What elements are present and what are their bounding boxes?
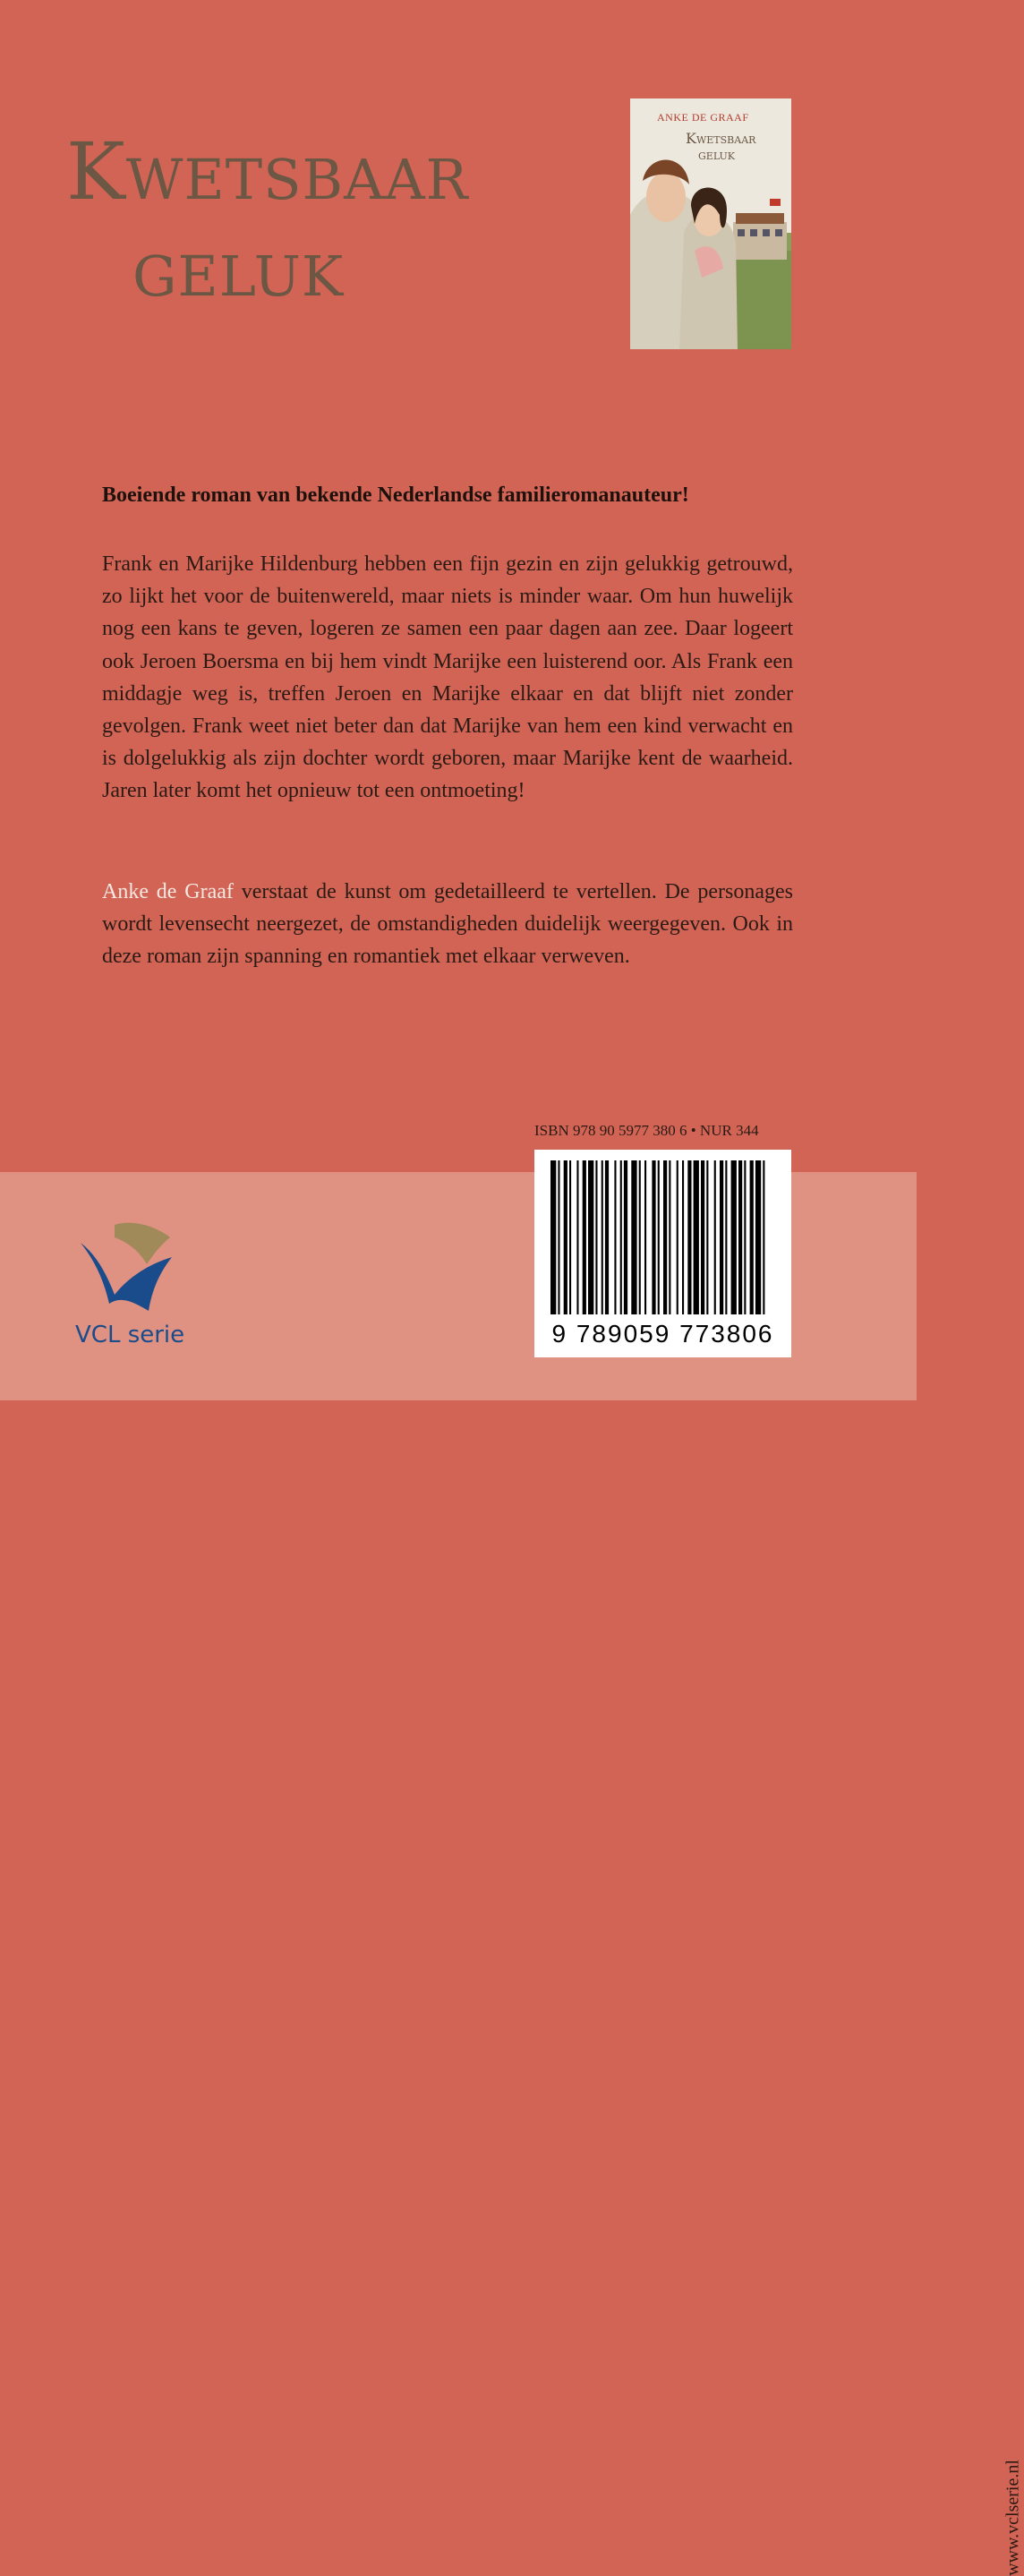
barcode-bar — [725, 1160, 727, 1314]
barcode-bar — [550, 1160, 556, 1314]
barcode-bar — [605, 1160, 609, 1314]
barcode-bar — [614, 1160, 616, 1314]
blurb-paragraph-2 — [102, 876, 793, 973]
barcode-bar — [588, 1160, 593, 1314]
cover-thumbnail — [630, 98, 791, 349]
thumbnail-title-line2: geluk — [698, 146, 736, 163]
barcode-bar — [694, 1160, 699, 1314]
thumbnail-title — [686, 131, 755, 163]
blurb-paragraph-1: Frank en Marijke Hildenburg hebben een fijn gezin en zijn gelukkig getrouwd, zo lijkt het voor de buitenwereld, maar niets is minder waar. Om hun huwelijk nog een kans te geven, logeren ze samen een paar dagen aan zee. Daar logeert ook Jeroen Boersma en bij hem vindt Marijke een luisterend oor. Als Frank een middagje weg is, treffen Jeroen en Marijke elkaar en dat blijft niet zonder gevolgen. Frank weet niet beter dan dat Marijke van hem een kind verwacht en is dolgelukkig als zijn dochter wordt geboren, maar Marijke kent de waarheid. Jaren later komt het opnieuw tot een ontmoeting! — [102, 552, 793, 803]
book-title — [66, 124, 468, 317]
tagline: Boeiende roman van bekende Nederlandse familieromanauteur! — [102, 484, 689, 507]
vcl-logo-icon — [77, 1218, 175, 1316]
isbn-line: ISBN 978 90 5977 380 6 • NUR 344 — [534, 1122, 759, 1139]
barcode-bar — [624, 1160, 627, 1314]
barcode-bar — [564, 1160, 567, 1314]
book-title-line1: Kwetsbaar — [66, 125, 469, 218]
barcode-bar — [763, 1160, 764, 1314]
barcode-bar — [682, 1160, 684, 1314]
thumbnail-author: ANKE DE GRAAF — [657, 111, 749, 124]
barcode-digits: 9 789059 773806 — [551, 1320, 774, 1348]
barcode-bar — [583, 1160, 586, 1314]
barcode-bar — [744, 1160, 746, 1314]
barcode-bar — [755, 1160, 761, 1314]
barcode-bar — [750, 1160, 754, 1314]
barcode-bar — [576, 1160, 578, 1314]
barcode-bar — [602, 1160, 603, 1314]
barcode-bar — [720, 1160, 723, 1314]
barcode-bar — [714, 1160, 716, 1314]
barcode-bar — [652, 1160, 655, 1314]
thumbnail-title-line1: Kwetsbaar — [686, 130, 756, 147]
barcode — [534, 1150, 791, 1357]
barcode-bar — [644, 1160, 646, 1314]
barcode-bar — [701, 1160, 704, 1314]
barcode-bar — [663, 1160, 667, 1314]
barcode-bar — [677, 1160, 678, 1314]
barcode-bar — [595, 1160, 597, 1314]
barcode-bar — [658, 1160, 660, 1314]
book-title-line2: geluk — [132, 222, 345, 314]
barcode-bar — [639, 1160, 641, 1314]
barcode-bar — [738, 1160, 742, 1314]
barcode-bar — [631, 1160, 636, 1314]
author-name: Anke de Graaf — [102, 880, 234, 903]
barcode-bar — [558, 1160, 559, 1314]
barcode-bar — [569, 1160, 571, 1314]
barcode-bar — [687, 1160, 691, 1314]
logo-text: VCL serie — [75, 1322, 185, 1348]
barcode-bar — [669, 1160, 670, 1314]
barcode-bar — [620, 1160, 622, 1314]
website-url[interactable]: www.vclserie.nl — [1003, 2460, 1023, 2576]
barcode-bar — [706, 1160, 708, 1314]
blurb-paragraph-2-text: verstaat de kunst om gedetailleerd te vertellen. De personages wordt levensecht neergezet, de omstandigheden duidelijk weergegeven. Ook in deze roman zijn spanning en romantiek met elkaar verweven. — [102, 880, 793, 969]
barcode-bar — [731, 1160, 737, 1314]
